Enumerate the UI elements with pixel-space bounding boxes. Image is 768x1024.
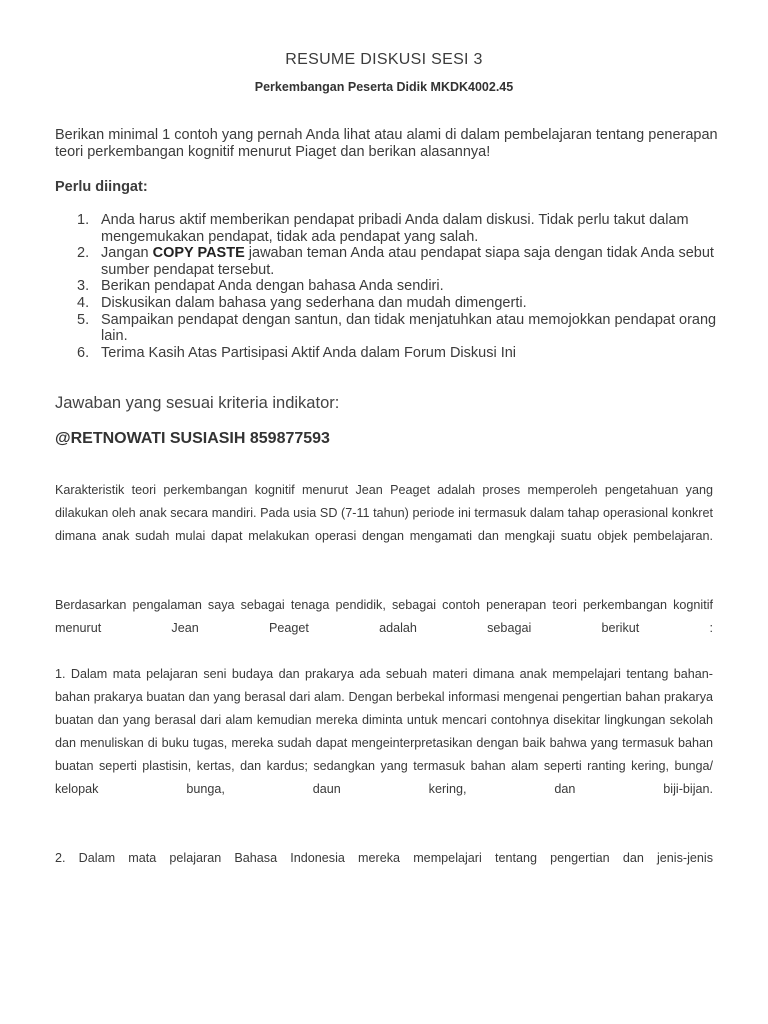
list-item-text: Terima Kasih Atas Partisipasi Aktif Anda dalam Forum Diskusi Ini [101,344,517,361]
reminder-heading: Perlu diingat: [55,179,148,195]
list-item-text: Berikan pendapat Anda dengan bahasa Anda sendiri. [101,278,444,295]
list-number: 4. [77,294,90,311]
body-paragraph: Berdasarkan pengalaman saya sebagai tenaga pendidik, sebagai contoh penerapan teori perkembangan kognitif menurut Jean Peaget adalah sebagai berikut : [55,598,713,635]
list-item-text: Jangan [101,245,153,262]
emphasis-text: COPY PASTE [152,245,245,262]
list-item [77,312,717,345]
document-title: RESUME DISKUSI SESI 3 [285,51,483,68]
list-number: 2. [77,245,90,262]
author-line: @RETNOWATI SUSIASIH 859877593 [55,430,330,447]
document-subtitle: Perkembangan Peserta Didik MKDK4002.45 [254,80,514,94]
list-number: 6. [77,344,90,361]
answer-heading: Jawaban yang sesuai kriteria indikator: [55,394,340,412]
list-item [77,345,717,362]
list-number: 1. [77,212,90,228]
list-item [77,295,717,312]
list-item-text: Diskusikan dalam bahasa yang sederhana dan mudah dimengerti. [101,294,527,311]
body-paragraph: Karakteristik teori perkembangan kognitif menurut Jean Peaget adalah proses memperoleh pengetahuan yang dilakukan oleh anak secara mandiri. Pada usia SD (7-11 tahun) periode ini termasuk dalam tahap operasional konkret dimana anak sudah mulai dapat melakukan operasi dengan mengamati dan mengkaji suatu objek pembelajaran. [55,483,713,543]
list-item-text: Anda harus aktif memberikan pendapat pribadi Anda dalam diskusi. Tidak perlu takut dalam mengemukakan pendapat, tidak ada pendapat yang salah. [101,212,689,245]
intro-question: Berikan minimal 1 contoh yang pernah Anda lihat atau alami di dalam pembelajaran tentang penerapan teori perkembangan kognitif menurut Piaget dan berikan alasannya! [55,127,718,160]
list-item [77,245,717,278]
list-number: 3. [77,278,90,295]
list-item [77,278,717,295]
list-item [77,212,717,245]
list-item-text: Sampaikan pendapat dengan santun, dan tidak menjatuhkan atau memojokkan pendapat orang lain. [101,311,717,345]
list-item-text: jawaban teman Anda atau pendapat siapa saja dengan tidak Anda sebut sumber pendapat tersebut. [101,245,714,278]
rules-list [77,212,717,361]
body-paragraph: 2. Dalam mata pelajaran Bahasa Indonesia mereka mempelajari tentang pengertian dan jenis-jenis [55,851,713,865]
body-paragraph: 1. Dalam mata pelajaran seni budaya dan prakarya ada sebuah materi dimana anak mempelajari tentang bahan-bahan prakarya buatan dan yang berasal dari alam. Dengan berbekal informasi mengenai pengertian bahan prakarya buatan dan yang berasal dari alam kemudian mereka diminta untuk mencari contohnya disekitar lingkungan sekolah dan menuliskan di buku tugas, mereka sudah dapat mengeinterpretasikan dengan baik bahwa yang termasuk bahan buatan seperti plastisin, kertas, dan kardus; sedangkan yang termasuk bahan alam seperti ranting kering, bunga/ kelopak bunga, daun kering, dan biji-bijan. [55,667,713,796]
list-number: 5. [77,311,90,328]
